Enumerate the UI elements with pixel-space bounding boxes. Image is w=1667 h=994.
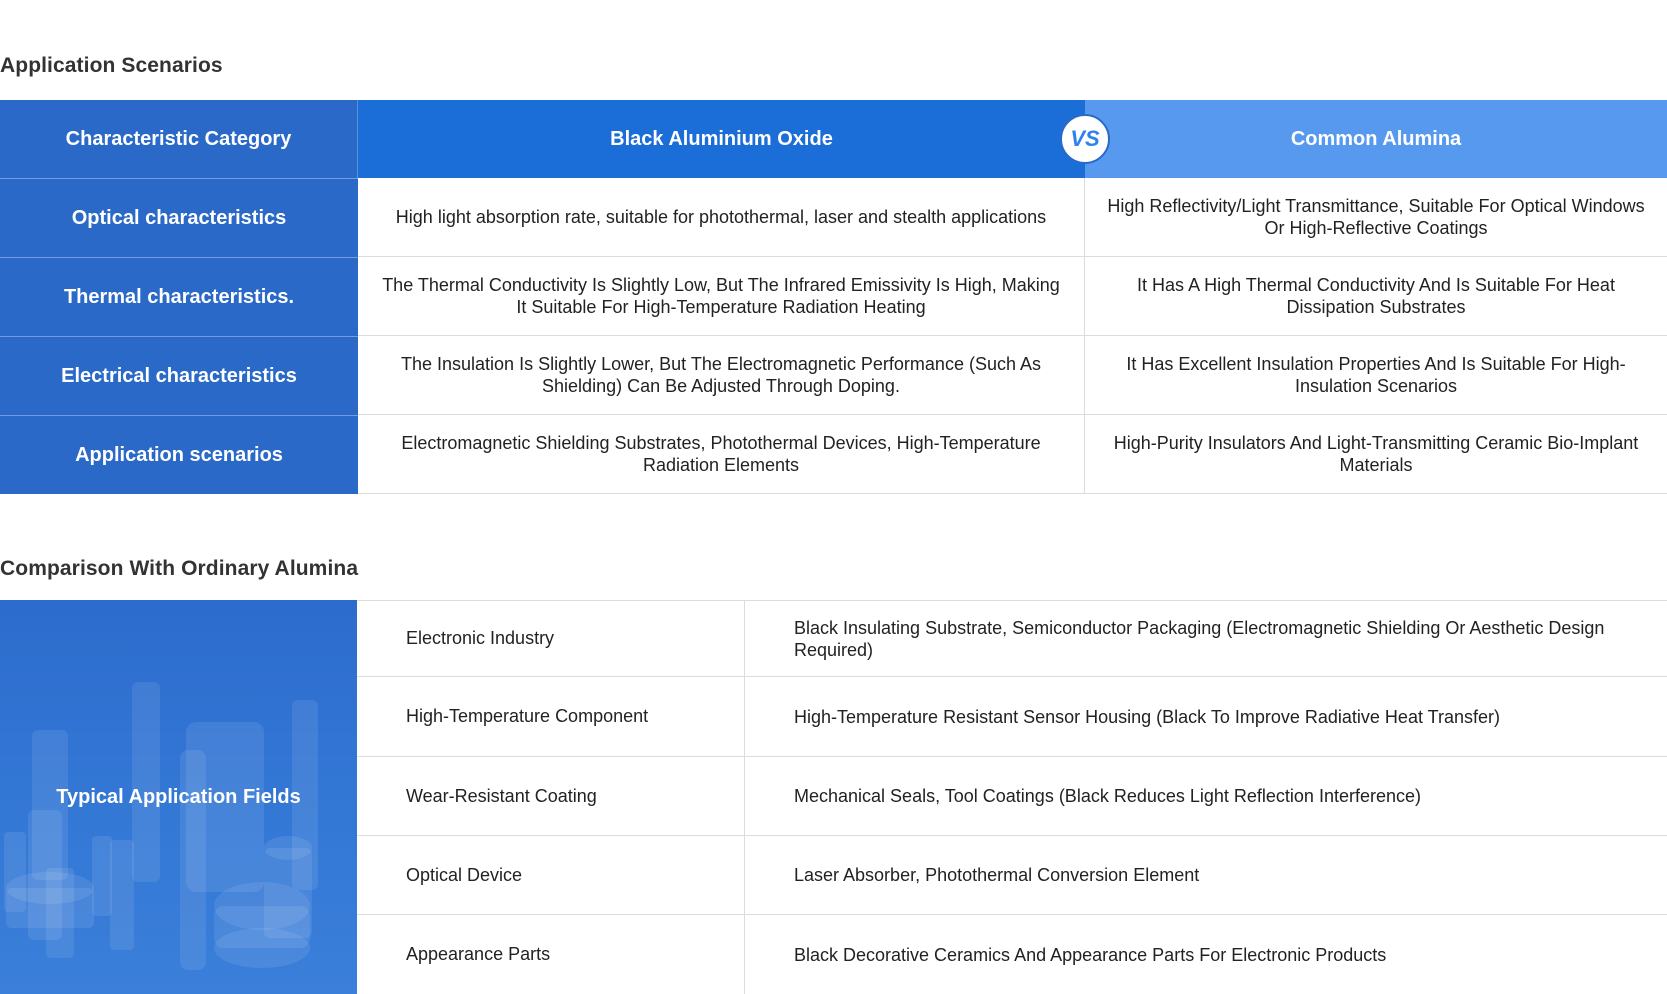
section-title-comparison: Comparison With Ordinary Alumina [0, 557, 359, 580]
row-common-value: High Reflectivity/Light Transmittance, Suitable For Optical Windows Or High-Reflective Coatings [1085, 178, 1667, 257]
table-row [0, 415, 1667, 494]
field-name: High-Temperature Component [357, 677, 745, 756]
row-category: Electrical characteristics [0, 336, 358, 415]
row-category: Application scenarios [0, 415, 358, 494]
row-common-value: High-Purity Insulators And Light-Transmitting Ceramic Bio-Implant Materials [1085, 415, 1667, 494]
row-black-value: High light absorption rate, suitable for photothermal, laser and stealth applications [358, 178, 1085, 257]
field-name: Appearance Parts [357, 915, 745, 994]
field-name: Optical Device [357, 836, 745, 914]
table-row [0, 336, 1667, 415]
application-fields-panel [0, 600, 357, 994]
field-description: Laser Absorber, Photothermal Conversion Element [794, 865, 1200, 885]
row-category: Optical characteristics [0, 178, 358, 257]
vs-badge: VS [1060, 114, 1110, 164]
header-characteristic-category: Characteristic Category [0, 100, 358, 178]
table-row [357, 601, 1667, 677]
row-category: Thermal characteristics. [0, 257, 358, 336]
header-common-alumina: Common Alumina [1085, 100, 1667, 178]
row-black-value: The Thermal Conductivity Is Slightly Low, But The Infrared Emissivity Is High, Making It Suitable For High-Temperature Radiation Heating [358, 257, 1085, 336]
table-row [357, 757, 1667, 836]
table-row [0, 178, 1667, 257]
row-black-value: Electromagnetic Shielding Substrates, Photothermal Devices, High-Temperature Radiation Elements [358, 415, 1085, 494]
field-name: Electronic Industry [357, 601, 745, 676]
field-description: Black Decorative Ceramics And Appearance Parts For Electronic Products [794, 944, 1387, 965]
header-black-aluminium-oxide: Black Aluminium Oxide [358, 100, 1085, 178]
characteristics-table-header [0, 100, 1667, 178]
table-row [357, 915, 1667, 994]
application-fields-table [0, 600, 1667, 994]
table-row [357, 677, 1667, 757]
field-name: Wear-Resistant Coating [357, 757, 745, 835]
application-fields-list [357, 600, 1667, 994]
typical-application-fields-label: Typical Application Fields [56, 785, 301, 808]
section-title-application-scenarios: Application Scenarios [0, 54, 223, 77]
characteristics-table [0, 100, 1667, 494]
table-row [357, 836, 1667, 915]
field-description: High-Temperature Resistant Sensor Housing (Black To Improve Radiative Heat Transfer) [794, 706, 1500, 727]
field-description: Black Insulating Substrate, Semiconductor Packaging (Electromagnetic Shielding Or Aesthetic Design Required) [794, 617, 1605, 660]
table-row [0, 257, 1667, 336]
row-common-value: It Has A High Thermal Conductivity And Is Suitable For Heat Dissipation Substrates [1085, 257, 1667, 336]
row-black-value: The Insulation Is Slightly Lower, But The Electromagnetic Performance (Such As Shielding) Can Be Adjusted Through Doping. [358, 336, 1085, 415]
field-description: Mechanical Seals, Tool Coatings (Black Reduces Light Reflection Interference) [794, 786, 1421, 806]
row-common-value: It Has Excellent Insulation Properties And Is Suitable For High-Insulation Scenarios [1085, 336, 1667, 415]
